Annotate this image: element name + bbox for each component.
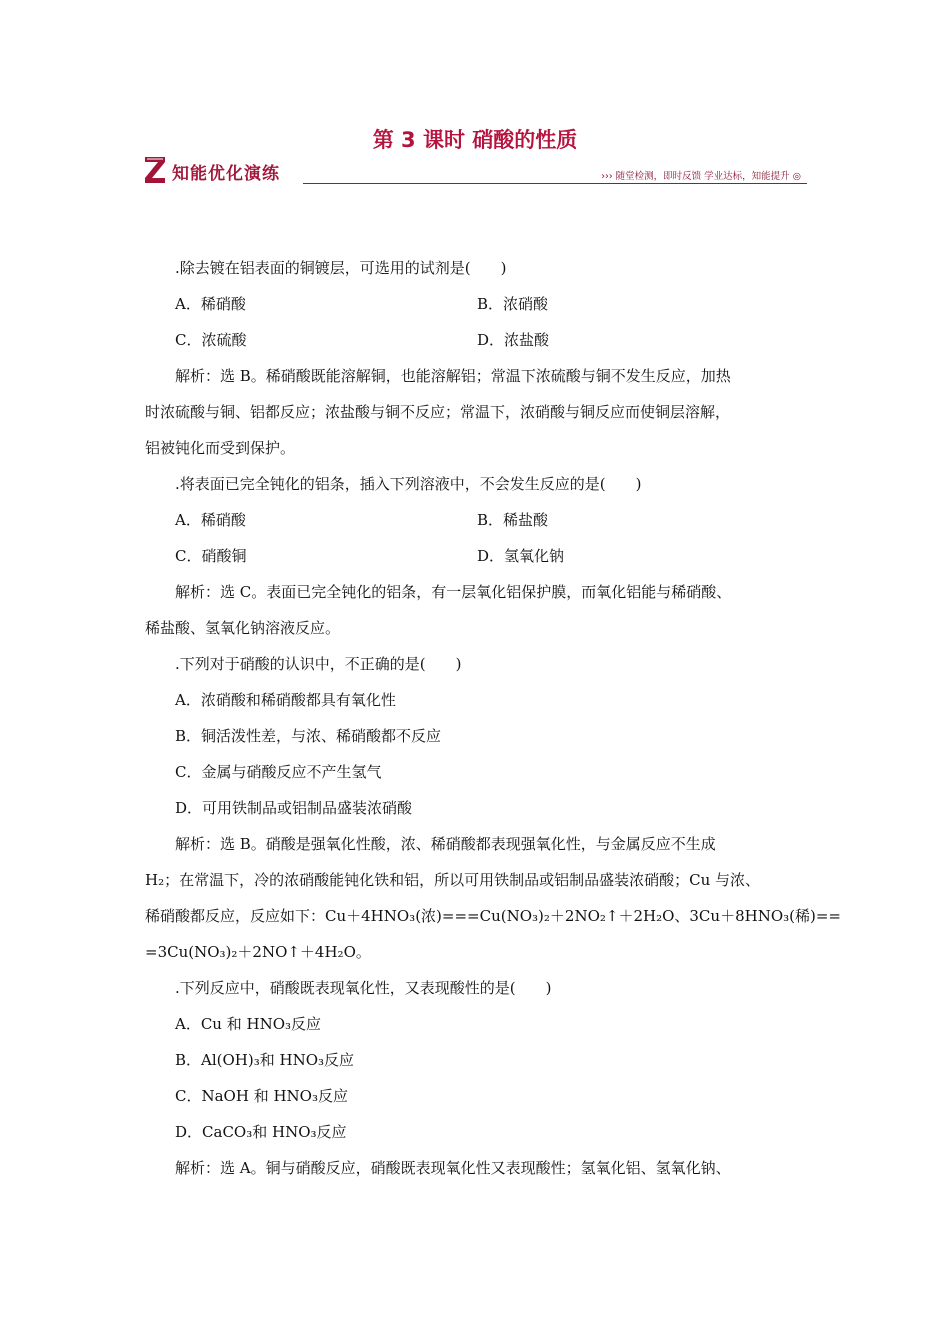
option-c: C．金属与硝酸反应不产生氢气 [175,763,382,781]
question-3 [145,646,841,970]
option-a: A．稀硝酸 [175,511,246,529]
option-d: D．浓盐酸 [477,331,550,349]
analysis-line: =3Cu(NO₃)₂＋2NO↑＋4H₂O。 [145,943,371,961]
option-row [145,286,810,322]
option-row [145,322,810,358]
question-stem: .下列反应中，硝酸既表现氧化性，又表现酸性的是( ) [175,979,552,997]
option-row [145,538,810,574]
analysis-line: 解析：选 A。铜与硝酸反应，硝酸既表现氧化性又表现酸性；氢氧化铝、氢氧化钠、 [175,1159,731,1177]
section-banner [143,154,807,188]
analysis-line: H₂；在常温下，冷的浓硝酸能钝化铁和铝，所以可用铁制品或铝制品盛装浓硝酸；Cu 与浓、 [145,871,761,889]
option-b: B．浓硝酸 [477,295,549,313]
banner-rule [303,183,807,184]
question-2 [145,466,810,646]
z-logo-icon [143,155,167,185]
option-b: B．铜活泼性差，与浓、稀硝酸都不反应 [175,727,442,745]
question-list [145,250,841,1186]
option-b: B．稀盐酸 [477,511,549,529]
analysis-line: 铝被钝化而受到保护。 [145,439,296,457]
question-stem: .将表面已完全钝化的铝条，插入下列溶液中，不会发生反应的是( ) [175,475,642,493]
question-1 [145,250,810,466]
option-a: A．稀硝酸 [175,295,246,313]
analysis-line: 时浓硫酸与铜、铝都反应；浓盐酸与铜不反应；常温下，浓硝酸与铜反应而使铜层溶解， [145,403,731,421]
analysis-line: 解析：选 B。硝酸是强氧化性酸，浓、稀硝酸都表现强氧化性，与金属反应不生成 [175,835,716,853]
option-a: A．浓硝酸和稀硝酸都具有氧化性 [175,691,396,709]
slogan-text: ››› 随堂检测，即时反馈 学业达标，知能提升 ◎ [601,171,801,182]
question-stem: .下列对于硝酸的认识中，不正确的是( ) [175,655,462,673]
question-stem: .除去镀在铝表面的铜镀层，可选用的试剂是( ) [175,259,507,277]
page-title: 第 3 课时 硝酸的性质 [372,128,578,152]
analysis-line: 稀硝酸都反应，反应如下：Cu＋4HNO₃(浓)===Cu(NO₃)₂＋2NO₂↑＋2H₂O、3Cu＋8HNO₃(稀)== [145,907,841,925]
option-c: C．硝酸铜 [175,547,247,565]
analysis-line: 稀盐酸、氢氧化钠溶液反应。 [145,619,341,637]
question-4 [145,970,810,1186]
option-c: C．浓硫酸 [175,331,247,349]
option-b: B．Al(OH)₃和 HNO₃反应 [175,1051,355,1069]
option-d: D．氢氧化钠 [477,547,565,565]
option-row [145,502,810,538]
option-c: C．NaOH 和 HNO₃反应 [175,1087,348,1105]
analysis-line: 解析：选 B。稀硝酸既能溶解铜，也能溶解铝；常温下浓硫酸与铜不发生反应，加热 [175,367,731,385]
option-a: A．Cu 和 HNO₃反应 [175,1015,322,1033]
brand-label: 知能优化演练 [172,164,280,184]
analysis-line: 解析：选 C。表面已完全钝化的铝条，有一层氧化铝保护膜，而氧化铝能与稀硝酸、 [175,583,732,601]
option-d: D．CaCO₃和 HNO₃反应 [175,1123,347,1141]
option-d: D．可用铁制品或铝制品盛装浓硝酸 [175,799,413,817]
